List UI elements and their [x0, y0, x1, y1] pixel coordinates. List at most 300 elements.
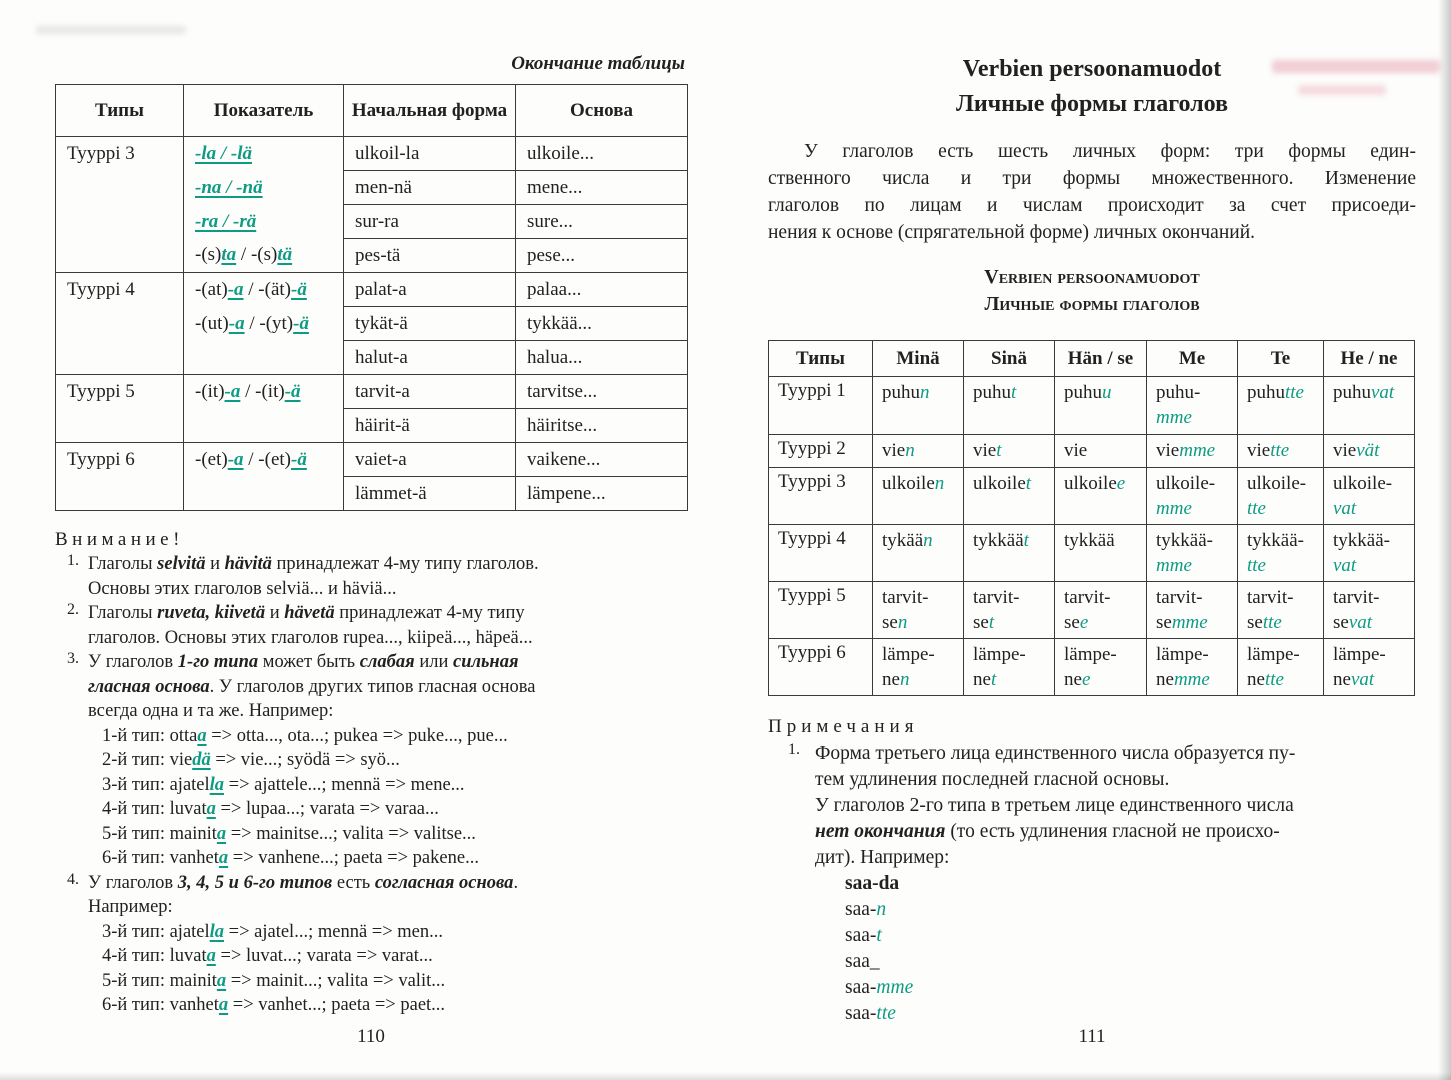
text-line: [1333, 496, 1405, 521]
text-line: глаголов по лицам и числам происходит за счет присоеди-: [768, 195, 1416, 216]
text-line: [88, 577, 687, 602]
table-row: [769, 468, 1415, 525]
saa-example-line: [845, 871, 1416, 897]
text-line: [973, 380, 1045, 405]
text-segment: saa-: [845, 925, 877, 946]
text-segment: tykkää-: [1333, 530, 1390, 551]
text-line: [88, 675, 687, 700]
text-line: [882, 380, 954, 405]
text-segment: lämpe-: [973, 644, 1026, 665]
highlighted-ending: tte: [1285, 382, 1304, 403]
indicator-cell: [184, 137, 344, 171]
form-cell: [1324, 525, 1415, 582]
type-cell: [56, 307, 184, 341]
highlighted-ending: la: [209, 774, 225, 795]
text-segment: Глаголы: [88, 554, 158, 574]
text-line: [882, 667, 954, 692]
text-segment: => mainitse...; valita => valitse...: [226, 823, 476, 844]
form-cell: [1147, 377, 1238, 435]
text-segment: => lupaa...; varata => varaa...: [215, 799, 439, 819]
text-segment: ulkoile-: [1333, 473, 1393, 494]
text-segment: Основы этих глаголов selviä... и häviä...: [88, 578, 397, 599]
text-segment: tykkää-: [1247, 530, 1304, 551]
highlighted-ending: ruveta, kiivetä: [157, 603, 266, 623]
highlighted-ending: tte: [1247, 498, 1266, 519]
notes-heading: Примечания: [768, 716, 919, 737]
text-segment: ulkoile: [1064, 473, 1117, 494]
table-row: [769, 525, 1415, 582]
text-segment: tarvit-: [1333, 587, 1380, 608]
form-cell: [1055, 582, 1147, 639]
text-line: [88, 626, 687, 651]
item-number: 4.: [67, 870, 79, 888]
text-line: [1156, 380, 1228, 405]
initial-form-cell: tarvit-a: [344, 375, 516, 409]
text-line: [1156, 438, 1228, 463]
item-number: 1.: [67, 552, 79, 569]
highlighted-ending: vat: [1371, 382, 1395, 403]
text-line: [882, 642, 954, 667]
form-cell: [1147, 468, 1238, 525]
text-line: [815, 819, 1416, 845]
text-line: [1156, 471, 1228, 496]
highlighted-ending: mme: [1156, 407, 1192, 428]
note-item: [768, 741, 1416, 1027]
text-line: [1156, 553, 1228, 578]
text-segment: puhu: [882, 382, 920, 403]
chapter-title-finnish: Verbien persoonamuodot: [962, 56, 1222, 82]
highlighted-ending: t: [1025, 473, 1032, 494]
text-segment: tykää: [882, 530, 924, 551]
text-segment: puhu: [973, 382, 1011, 403]
text-segment: всегда одна и та же. Например:: [88, 701, 334, 721]
form-cell: [964, 435, 1055, 468]
type-cell: Tyyppi 1: [769, 377, 873, 435]
text-line: [1247, 610, 1314, 635]
subheading-russian: Личные формы глаголов: [984, 293, 1200, 315]
indicator-cell: [184, 477, 344, 511]
indicator-cell: [184, 341, 344, 375]
text-line: [1247, 438, 1314, 463]
example-line: [102, 724, 687, 749]
type-cell: Tyyppi 3: [56, 137, 184, 171]
text-line: ственного числа и три формы множественного. Изменение: [768, 168, 1416, 189]
text-segment: 3-й тип: ajatel: [102, 921, 210, 942]
text-segment: 2-й тип: vie: [102, 750, 193, 770]
text-segment: => ajatel...; mennä => men...: [224, 921, 443, 942]
column-header: Sinä: [964, 341, 1055, 377]
text-line: [973, 667, 1045, 692]
form-cell: [1238, 639, 1324, 696]
text-line: [882, 528, 954, 553]
type-cell: Tyyppi 2: [769, 435, 873, 468]
highlighted-ending: согласная основа: [374, 872, 514, 893]
text-segment: se: [882, 612, 898, 633]
text-segment: может быть: [258, 652, 360, 672]
text-segment: У глаголов: [88, 872, 178, 893]
highlighted-ending: t: [988, 612, 995, 633]
text-line: [1333, 528, 1405, 553]
text-line: [1333, 642, 1405, 667]
scan-edge-shadow-bottom: [0, 1072, 1451, 1080]
text-line: [1156, 667, 1228, 692]
text-line: [973, 471, 1045, 496]
highlighted-ending: vat: [1333, 498, 1357, 519]
text-line: [1333, 585, 1405, 610]
text-segment: se: [1333, 612, 1349, 633]
column-header: Начальная форма: [344, 85, 516, 137]
left-page: [55, 52, 687, 1018]
type-cell: Tyyppi 5: [56, 375, 184, 409]
initial-form-cell: vaiet-a: [344, 443, 516, 477]
attention-item: [55, 601, 687, 650]
form-cell: [1055, 525, 1147, 582]
indicator-cell: [184, 205, 344, 239]
highlighted-ending: hävetä: [284, 603, 335, 623]
form-cell: [873, 525, 964, 582]
highlighted-ending: mme: [1171, 612, 1208, 633]
form-cell: [1147, 582, 1238, 639]
text-segment: ne: [1247, 669, 1265, 690]
text-line: [1247, 496, 1314, 521]
text-segment: tarvit-: [973, 587, 1020, 608]
verb-endings-table: [55, 84, 688, 511]
text-line: [1247, 553, 1314, 578]
text-segment: tarvit-: [1247, 587, 1294, 608]
saa-example-line: [845, 949, 1416, 975]
highlighted-ending: mme: [876, 977, 914, 998]
text-segment: 3-й тип: ajatel: [102, 774, 210, 795]
column-header: Me: [1147, 341, 1238, 377]
highlighted-ending: -ä: [284, 380, 301, 402]
watermark: [1272, 60, 1440, 73]
text-segment: puhu-: [1156, 382, 1201, 403]
form-cell: [1147, 435, 1238, 468]
highlighted-ending: t: [1011, 382, 1017, 403]
highlighted-ending: mme: [1179, 440, 1216, 461]
text-segment: vie: [1333, 440, 1357, 461]
text-segment: 5-й тип: mainit: [102, 823, 217, 844]
initial-form-cell: ulkoil-la: [344, 137, 516, 171]
text-segment: -(et): [195, 448, 228, 470]
text-line: [973, 528, 1045, 553]
right-page: [768, 52, 1416, 1027]
text-line: [1064, 642, 1137, 667]
column-header: Te: [1238, 341, 1324, 377]
form-cell: [1324, 582, 1415, 639]
type-cell: Tyyppi 3: [769, 468, 873, 525]
highlighted-ending: -a: [228, 312, 245, 334]
example-line: [102, 920, 687, 945]
text-segment: lämpe-: [1333, 644, 1386, 665]
text-segment: ne: [1064, 669, 1082, 690]
text-segment: vie: [882, 440, 906, 461]
table-row: [56, 443, 688, 477]
form-cell: [1238, 435, 1324, 468]
highlighted-ending: -ä: [291, 448, 307, 470]
saa-example-line: [845, 1001, 1416, 1027]
highlighted-ending: saa-da: [845, 873, 900, 894]
scan-smudge: [36, 26, 186, 34]
highlighted-ending: tte: [1247, 555, 1266, 576]
text-line: [1333, 380, 1405, 405]
form-cell: [1055, 377, 1147, 435]
text-segment: tykkää: [1064, 530, 1115, 551]
text-segment: 4-й тип: luvat: [102, 946, 207, 966]
text-segment: tarvit-: [882, 587, 929, 608]
text-segment: puhu: [1064, 382, 1102, 403]
example-line: [102, 969, 687, 994]
text-line: [1064, 667, 1137, 692]
highlighted-ending: selvitä: [157, 554, 206, 574]
highlighted-ending: n: [934, 473, 945, 494]
text-line: [1333, 610, 1405, 635]
text-line: [973, 642, 1045, 667]
table-row: [769, 435, 1415, 468]
form-cell: [964, 639, 1055, 696]
text-segment: vie: [1064, 440, 1088, 461]
text-segment: ulkoile-: [1247, 473, 1307, 494]
initial-form-cell: sur-ra: [344, 205, 516, 239]
attention-section: [55, 527, 687, 1018]
column-header: Типы: [769, 341, 873, 377]
highlighted-ending: tä: [277, 244, 293, 266]
text-segment: Глаголы: [88, 603, 158, 623]
form-cell: [873, 639, 964, 696]
form-cell: [964, 468, 1055, 525]
highlighted-ending: n: [920, 382, 930, 403]
text-segment: saa-: [845, 977, 877, 998]
form-cell: [1055, 468, 1147, 525]
highlighted-ending: t: [876, 925, 882, 946]
example-line: [102, 748, 687, 773]
text-line: [88, 601, 687, 626]
text-line: [1064, 610, 1137, 635]
text-segment: -(at): [195, 278, 228, 300]
highlighted-ending: tte: [1264, 669, 1284, 690]
highlighted-ending: vat: [1350, 669, 1375, 690]
text-line: [1064, 585, 1137, 610]
form-cell: [873, 435, 964, 468]
table-row: [56, 477, 688, 511]
text-line: [882, 438, 954, 463]
form-cell: [1324, 377, 1415, 435]
table-row: [56, 171, 688, 205]
text-segment: (то есть удлинения гласной не происхо-: [945, 821, 1280, 842]
text-line: [1333, 471, 1405, 496]
text-segment: / -(yt): [244, 312, 294, 334]
text-segment: => vie...; syödä => syö...: [210, 750, 400, 770]
table-row: [56, 239, 688, 273]
indicator-cell: [184, 307, 344, 341]
stem-cell: ulkoile...: [516, 137, 688, 171]
highlighted-ending: n: [897, 612, 908, 633]
text-segment: дит). Например:: [815, 847, 950, 868]
page-number-right: 111: [1078, 1026, 1106, 1047]
text-segment: ne: [882, 669, 900, 690]
highlighted-ending: mme: [1156, 498, 1192, 519]
text-line: [882, 471, 954, 496]
highlighted-ending: a: [218, 848, 229, 868]
initial-form-cell: häirit-ä: [344, 409, 516, 443]
attention-items: [55, 552, 687, 1018]
example-line: [102, 944, 687, 969]
highlighted-ending: t: [996, 440, 1002, 461]
text-segment: lämpe-: [1247, 644, 1300, 665]
highlighted-ending: tte: [1262, 612, 1282, 633]
text-segment: принадлежат 4-му типу глаголов.: [271, 554, 539, 574]
form-cell: [1324, 468, 1415, 525]
item-number: 3.: [67, 650, 79, 667]
text-segment: se: [1156, 612, 1172, 633]
form-cell: [873, 582, 964, 639]
text-segment: lämpe-: [1156, 644, 1209, 665]
example-line: [102, 822, 687, 847]
highlighted-ending: mme: [1156, 555, 1192, 576]
table-row: [769, 582, 1415, 639]
text-segment: 4-й тип: luvat: [102, 799, 207, 819]
type-cell: [56, 341, 184, 375]
text-line: [1156, 642, 1228, 667]
text-segment: 5-й тип: mainit: [102, 970, 217, 991]
stem-cell: tarvitse...: [516, 375, 688, 409]
highlighted-ending: t: [1023, 530, 1029, 551]
type-cell: Tyyppi 4: [56, 273, 184, 307]
notes-section: [768, 714, 1416, 1027]
text-line: [815, 845, 1416, 871]
text-line: [88, 552, 687, 577]
text-segment: / -(ät): [243, 278, 292, 300]
highlighted-ending: a: [197, 725, 207, 746]
attention-item: [55, 650, 687, 871]
form-cell: [1238, 468, 1324, 525]
highlighted-ending: a: [206, 799, 216, 819]
type-cell: [56, 477, 184, 511]
highlighted-ending: ta: [221, 244, 237, 266]
column-header: Hän / se: [1055, 341, 1147, 377]
text-line: [88, 699, 687, 724]
text-line: [1247, 471, 1314, 496]
highlighted-ending: e: [1079, 612, 1089, 633]
highlighted-ending: hävitä: [224, 554, 272, 574]
form-cell: [873, 468, 964, 525]
page-number-left: 110: [357, 1026, 385, 1047]
text-line: [88, 895, 687, 920]
text-segment: / -(it): [240, 380, 285, 402]
text-line: [1247, 642, 1314, 667]
text-segment: lämpe-: [882, 644, 935, 665]
text-segment: . У глаголов других типов гласная основа: [209, 676, 536, 697]
text-line: [1247, 667, 1314, 692]
saa-example-line: [845, 897, 1416, 923]
text-line: [1064, 471, 1137, 496]
column-header: Показатель: [184, 85, 344, 137]
text-segment: -(ut): [195, 312, 229, 334]
indicator-cell: [184, 273, 344, 307]
text-segment: ne: [1333, 669, 1351, 690]
form-cell: [964, 525, 1055, 582]
text-segment: .: [513, 872, 519, 893]
text-line: [1156, 610, 1228, 635]
stem-cell: lämpene...: [516, 477, 688, 511]
saa-example-line: [845, 923, 1416, 949]
text-segment: se: [1064, 612, 1080, 633]
highlighted-ending: t: [990, 669, 997, 690]
text-line: [815, 741, 1416, 767]
text-segment: принадлежат 4-му типу: [334, 603, 525, 623]
stem-cell: vaikene...: [516, 443, 688, 477]
attention-item: [55, 552, 687, 601]
text-segment: se: [973, 612, 989, 633]
text-segment: и: [265, 603, 285, 623]
highlighted-ending: нет окончания: [815, 821, 946, 842]
attention-heading: Внимание!: [55, 529, 184, 550]
text-segment: -(it): [195, 380, 225, 402]
chapter-title-russian: Личные формы глаголов: [955, 91, 1229, 117]
text-segment: есть: [332, 872, 375, 893]
example-line: [102, 773, 687, 798]
text-line: [1333, 553, 1405, 578]
text-line: [815, 767, 1416, 793]
type-cell: [56, 171, 184, 205]
highlighted-ending: гласная основа: [88, 676, 210, 697]
text-line: [1247, 528, 1314, 553]
item-number: 1.: [788, 741, 800, 758]
stem-cell: sure...: [516, 205, 688, 239]
form-cell: [1055, 639, 1147, 696]
text-segment: tykkää-: [1156, 530, 1213, 551]
type-cell: [56, 409, 184, 443]
table-subheadings: [768, 264, 1416, 318]
indicator-cell: [184, 239, 344, 273]
form-cell: [1324, 639, 1415, 696]
text-segment: saa-: [845, 899, 877, 920]
text-line: [1333, 438, 1405, 463]
table-row: [56, 307, 688, 341]
highlighted-ending: e: [1116, 473, 1126, 494]
highlighted-ending: -la / -lä: [195, 142, 252, 164]
highlighted-ending: mme: [1173, 669, 1210, 690]
text-segment: puhu: [1247, 382, 1285, 403]
form-cell: [964, 582, 1055, 639]
saa-example-line: [845, 975, 1416, 1001]
text-line: [1333, 667, 1405, 692]
text-segment: puhu: [1333, 382, 1371, 403]
column-header: Minä: [873, 341, 964, 377]
highlighted-ending: -a: [227, 278, 244, 300]
text-segment: => mainit...; valita => valit...: [226, 970, 446, 991]
attention-item: [55, 871, 687, 1018]
text-segment: lämpe-: [1064, 644, 1117, 665]
initial-form-cell: tykät-ä: [344, 307, 516, 341]
text-segment: ne: [1156, 669, 1174, 690]
text-segment: ulkoile-: [1156, 473, 1216, 494]
text-line: [1156, 585, 1228, 610]
text-segment: tarvit-: [1064, 587, 1111, 608]
type-cell: [56, 239, 184, 273]
highlighted-ending: n: [923, 530, 933, 551]
text-segment: Например:: [88, 897, 173, 917]
text-segment: tarvit-: [1156, 587, 1203, 608]
text-segment: У глаголов: [88, 652, 178, 672]
table-row: [56, 273, 688, 307]
highlighted-ending: a: [216, 823, 227, 844]
type-cell: Tyyppi 6: [769, 639, 873, 696]
text-line: [973, 438, 1045, 463]
text-line: [1064, 438, 1137, 463]
form-cell: [1238, 582, 1324, 639]
stem-cell: tykkää...: [516, 307, 688, 341]
